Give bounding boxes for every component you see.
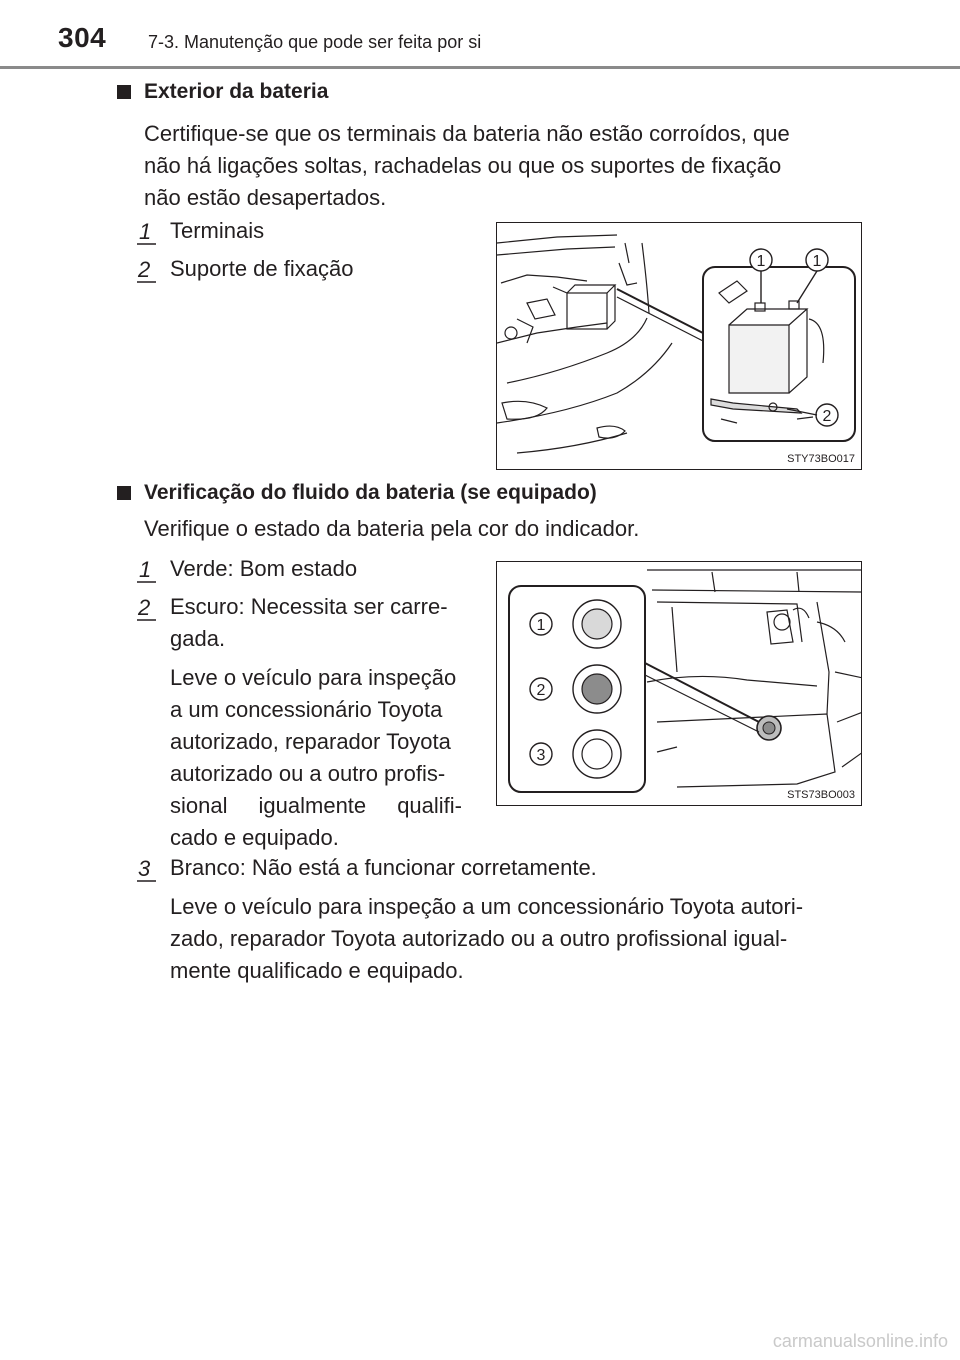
figure2-callout-1: 1 xyxy=(536,617,546,634)
note-line: Leve o veículo para inspeção xyxy=(170,665,457,690)
figure1-callout-2: 2 xyxy=(822,408,832,425)
page-header xyxy=(0,0,960,70)
svg-text:2: 2 xyxy=(138,595,151,620)
figure1-callout-1b: 1 xyxy=(812,253,822,270)
note-line: mente qualificado e equipado. xyxy=(170,958,464,983)
chapter-title: 7-3. Manutenção que pode ser feita por si xyxy=(148,32,482,52)
svg-text:1: 1 xyxy=(139,557,152,582)
item-green-good: Verde: Bom estado xyxy=(170,556,358,581)
note-line: sional igualmente qualifi- xyxy=(170,793,462,818)
figure2-callout-3: 3 xyxy=(536,747,546,764)
section-heading-fluid-check xyxy=(117,481,597,505)
item-white-malfunction: Branco: Não está a funcionar corretamente. xyxy=(170,855,597,880)
number-3-icon xyxy=(136,856,158,882)
note-line: zado, reparador Toyota autorizado ou a outro profissional igual- xyxy=(170,926,788,951)
battery-indicator-illustration xyxy=(496,561,862,806)
intro-paragraph: Verifique o estado da bateria pela cor do indicador. xyxy=(144,516,640,541)
paragraph-line: Certifique-se que os terminais da bateria não estão corroídos, que xyxy=(144,121,790,146)
number-1-icon xyxy=(136,557,158,583)
figure-code: STS73BO003 xyxy=(787,789,855,801)
figure-code: STY73BO017 xyxy=(787,453,855,465)
figure1-callout-1a: 1 xyxy=(756,253,766,270)
item-dark-line: Escuro: Necessita ser carre- xyxy=(170,594,448,619)
item-terminals: Terminais xyxy=(170,218,265,243)
item-mounting-bracket: Suporte de fixação xyxy=(170,256,354,281)
battery-exterior-illustration xyxy=(496,222,862,470)
svg-text:2: 2 xyxy=(138,257,151,282)
svg-text:3: 3 xyxy=(138,856,151,881)
bullet-square-icon xyxy=(117,85,131,99)
header-rule xyxy=(0,66,960,69)
watermark: carmanualsonline.info xyxy=(772,1331,948,1351)
bullet-square-icon xyxy=(117,486,131,500)
page-number: 304 xyxy=(58,22,107,53)
note-line: autorizado, reparador Toyota xyxy=(170,729,451,754)
figure2-callout-2: 2 xyxy=(536,682,546,699)
note-line: a um concessionário Toyota xyxy=(170,697,443,722)
section-heading-battery-exterior xyxy=(117,80,328,104)
svg-text:1: 1 xyxy=(139,219,152,244)
note-line: cado e equipado. xyxy=(170,825,339,850)
section-heading-text: Exterior da bateria xyxy=(144,80,329,103)
number-2-icon xyxy=(136,257,158,283)
note-line: Leve o veículo para inspeção a um concessionário Toyota autori- xyxy=(170,894,804,919)
engine-bay-drawing xyxy=(497,223,862,470)
indicator-drawing xyxy=(497,562,862,806)
number-1-icon xyxy=(136,219,158,245)
section-heading-text: Verificação do fluido da bateria (se equipado) xyxy=(144,481,597,504)
paragraph-line: não estão desapertados. xyxy=(144,185,387,210)
item-dark-line: gada. xyxy=(170,626,226,651)
paragraph-line: não há ligações soltas, rachadelas ou que os suportes de fixação xyxy=(144,153,782,178)
note-line: autorizado ou a outro profis- xyxy=(170,761,446,786)
number-2-icon xyxy=(136,595,158,621)
